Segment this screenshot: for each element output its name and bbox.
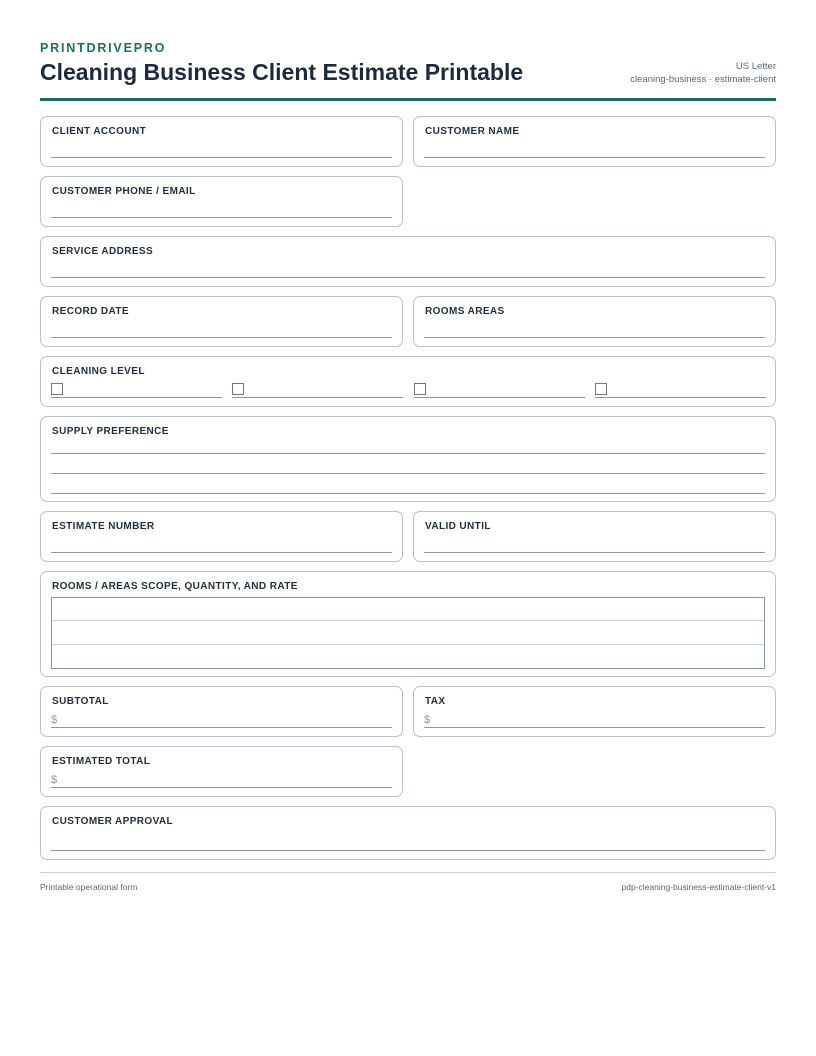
subtotal-input-line[interactable] [51, 727, 392, 728]
page-title: Cleaning Business Client Estimate Printable [40, 59, 524, 85]
customer-name-field [413, 116, 776, 167]
record-date-input-line[interactable] [51, 337, 392, 338]
table-row[interactable] [52, 645, 764, 668]
scope-table [51, 597, 765, 669]
supply-preference-line-3[interactable] [51, 493, 765, 494]
cleaning-level-option-1[interactable] [51, 383, 222, 398]
customer-approval-signature-line[interactable] [51, 850, 765, 851]
cleaning-level-option-3[interactable] [414, 383, 585, 398]
service-address-input-line[interactable] [51, 277, 765, 278]
service-address-field [40, 236, 776, 287]
table-row[interactable] [52, 598, 764, 621]
estimated-total-input-line[interactable] [51, 787, 392, 788]
checkbox[interactable] [595, 383, 607, 395]
estimate-number-field [40, 511, 403, 562]
cleaning-level-option-2[interactable] [232, 383, 403, 398]
brand-logo-text: PRINTDRIVEPRO [40, 41, 167, 55]
subtotal-currency-symbol: $ [51, 714, 58, 726]
cleaning-level-field [40, 356, 776, 407]
client-account-label: CLIENT ACCOUNT [52, 126, 147, 137]
customer-approval-field [40, 806, 776, 860]
footer-description: Printable operational form [40, 882, 138, 892]
estimate-number-label: ESTIMATE NUMBER [52, 521, 155, 532]
tax-field [413, 686, 776, 737]
rooms-areas-field [413, 296, 776, 347]
paper-size-label: US Letter [735, 61, 776, 72]
estimate-form-page [40, 0, 776, 892]
estimated-total-field [40, 746, 403, 797]
checkbox[interactable] [232, 383, 244, 395]
service-address-label: SERVICE ADDRESS [52, 246, 154, 257]
customer-name-input-line[interactable] [424, 157, 765, 158]
cleaning-level-option-4[interactable] [595, 383, 766, 398]
client-account-input-line[interactable] [51, 157, 392, 158]
tax-input-line[interactable] [424, 727, 765, 728]
scope-table-label: ROOMS / AREAS SCOPE, QUANTITY, AND RATE [52, 581, 298, 592]
valid-until-input-line[interactable] [424, 552, 765, 553]
form-header [40, 0, 776, 101]
supply-preference-label: SUPPLY PREFERENCE [52, 426, 169, 437]
estimate-number-input-line[interactable] [51, 552, 392, 553]
form-footer [40, 872, 776, 892]
record-date-field [40, 296, 403, 347]
rooms-areas-input-line[interactable] [424, 337, 765, 338]
estimated-total-label: ESTIMATED TOTAL [52, 756, 151, 767]
customer-contact-label: CUSTOMER PHONE / EMAIL [52, 186, 196, 197]
table-row[interactable] [52, 621, 764, 644]
document-tags: cleaning-business · estimate-client [630, 74, 776, 85]
cleaning-level-label: CLEANING LEVEL [52, 366, 145, 377]
estimated-total-currency-symbol: $ [51, 774, 58, 786]
checkbox[interactable] [414, 383, 426, 395]
supply-preference-field [40, 416, 776, 502]
customer-contact-input-line[interactable] [51, 217, 392, 218]
record-date-label: RECORD DATE [52, 306, 129, 317]
client-account-field [40, 116, 403, 167]
valid-until-field [413, 511, 776, 562]
tax-label: TAX [425, 696, 446, 707]
subtotal-label: SUBTOTAL [52, 696, 109, 707]
footer-form-id: pdp-cleaning-business-estimate-client-v1 [621, 882, 776, 892]
subtotal-field [40, 686, 403, 737]
customer-approval-label: CUSTOMER APPROVAL [52, 816, 174, 827]
checkbox[interactable] [51, 383, 63, 395]
valid-until-label: VALID UNTIL [425, 521, 491, 532]
tax-currency-symbol: $ [424, 714, 431, 726]
supply-preference-line-1[interactable] [51, 453, 765, 454]
rooms-areas-label: ROOMS AREAS [425, 306, 505, 317]
scope-table-field [40, 571, 776, 677]
customer-name-label: CUSTOMER NAME [425, 126, 520, 137]
customer-contact-field [40, 176, 403, 227]
document-meta [630, 60, 776, 86]
supply-preference-line-2[interactable] [51, 473, 765, 474]
